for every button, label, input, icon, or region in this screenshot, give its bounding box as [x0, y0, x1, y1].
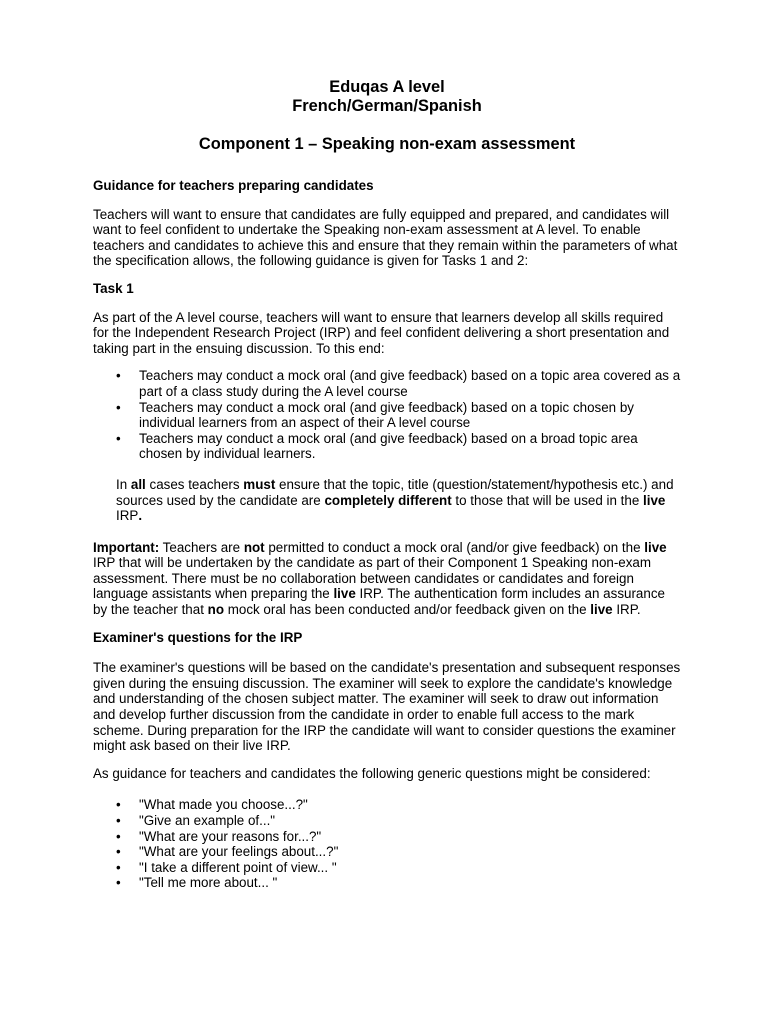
- list-item-text: "Tell me more about... ": [139, 875, 278, 891]
- list-item: [93, 829, 681, 845]
- important-label: Important:: [93, 539, 160, 555]
- list-item: [93, 875, 681, 891]
- list-item: [93, 400, 681, 431]
- text-run: permitted to conduct a mock oral (and/or give feedback) on the: [264, 539, 645, 555]
- list-item-text: Teachers may conduct a mock oral (and give feedback) based on a broad topic area chosen by individual learners.: [139, 430, 638, 462]
- list-item-text: Teachers may conduct a mock oral (and give feedback) based on a topic area covered as a part of a class study during the A level course: [139, 368, 681, 399]
- text-run: IRP.: [612, 602, 641, 618]
- page-content: [93, 78, 681, 891]
- task1-intro: As part of the A level course, teachers will want to ensure that learners develop all skills required for the Independent Research Project (IRP) and feel confident delivering a short presentation and taking part in the ensuing discussion. To this end:: [93, 309, 670, 356]
- title-block: [93, 78, 681, 154]
- list-item: [93, 797, 681, 813]
- emphasis: live: [333, 586, 356, 602]
- text-run: cases teachers: [145, 476, 244, 492]
- list-item-text: "What are your feelings about...?": [139, 844, 339, 860]
- bullet-marker: •: [116, 797, 121, 813]
- list-item: [93, 844, 681, 860]
- important-paragraph: [93, 540, 681, 618]
- text-run: mock oral has been conducted and/or feedback given on the: [224, 602, 591, 618]
- guidance-intro: Teachers will want to ensure that candidates are fully equipped and prepared, and candidates will want to feel confident to undertake the Speaking non-exam assessment at A level. To enable teachers and candidates to achieve this and ensure that they remain within the parameters of what the specification allows, the following guidance is given for Tasks 1 and 2:: [93, 206, 678, 269]
- text-run: In: [116, 476, 131, 492]
- text-run: IRP. The authentication form includes an assurance by the teacher that: [93, 586, 665, 618]
- title-line-1: Eduqas A level: [329, 78, 445, 96]
- text-run: Teachers are: [159, 539, 244, 555]
- list-item-text: Teachers may conduct a mock oral (and give feedback) based on a topic chosen by individual learners from an aspect of their A level course: [139, 399, 634, 431]
- list-item: [93, 860, 681, 876]
- task1-note: [93, 477, 681, 524]
- guidance-heading: Guidance for teachers preparing candidates: [93, 178, 374, 193]
- list-item-text: "What made you choose...?": [139, 797, 308, 813]
- bullet-marker: •: [116, 399, 121, 415]
- list-item: [93, 431, 681, 462]
- emphasis: live: [590, 602, 613, 618]
- list-item: [93, 368, 681, 399]
- examiner-heading: Examiner's questions for the IRP: [93, 629, 303, 645]
- emphasis: live: [644, 539, 667, 555]
- bullet-marker: •: [116, 875, 121, 891]
- emphasis: all: [130, 476, 146, 492]
- emphasis: must: [243, 476, 276, 492]
- bullet-marker: •: [116, 430, 121, 446]
- task1-heading: Task 1: [93, 280, 134, 296]
- bullet-marker: •: [116, 368, 121, 384]
- emphasis: not: [243, 539, 265, 555]
- emphasis: completely different: [324, 492, 452, 508]
- text-run: ensure that the topic, title (question/statement/hypothesis etc.) and sources used by the candidate are: [116, 476, 674, 508]
- emphasis: live: [643, 492, 666, 508]
- emphasis: no: [207, 602, 224, 618]
- list-item-text: "Give an example of...": [139, 813, 276, 828]
- title-line-2: French/German/Spanish: [292, 97, 482, 115]
- bullet-marker: •: [116, 859, 121, 875]
- examiner-paragraph-2: As guidance for teachers and candidates the following generic questions might be considered:: [93, 765, 651, 781]
- bullet-marker: •: [116, 828, 121, 844]
- generic-questions-list: [93, 797, 681, 891]
- text-run: IRP: [116, 508, 139, 524]
- text-run: to those that will be used in the: [451, 492, 643, 508]
- list-item-text: "I take a different point of view... ": [139, 859, 337, 875]
- emphasis: .: [138, 508, 143, 524]
- task1-bullet-list: [93, 368, 681, 462]
- component-title: Component 1 – Speaking non-exam assessment: [198, 135, 576, 153]
- bullet-marker: •: [116, 813, 121, 828]
- bullet-marker: •: [116, 844, 121, 860]
- list-item: [93, 813, 681, 829]
- examiner-paragraph-1: The examiner's questions will be based on the candidate's presentation and subsequent responses given during the ensuing discussion. The examiner will seek to explore the candidate's knowledge and understanding of the chosen subject matter. The examiner will seek to draw out information and develop further discussion from the candidate in order to enable full access to the mark scheme. During preparation for the IRP the candidate will want to consider questions the examiner might ask based on their live IRP.: [93, 660, 681, 754]
- text-run: IRP that will be undertaken by the candidate as part of their Component 1 Speaking non-exam assessment. There must be no collaboration between candidates or candidates and foreign language assistants when preparing the: [93, 555, 652, 602]
- list-item-text: "What are your reasons for...?": [139, 828, 322, 844]
